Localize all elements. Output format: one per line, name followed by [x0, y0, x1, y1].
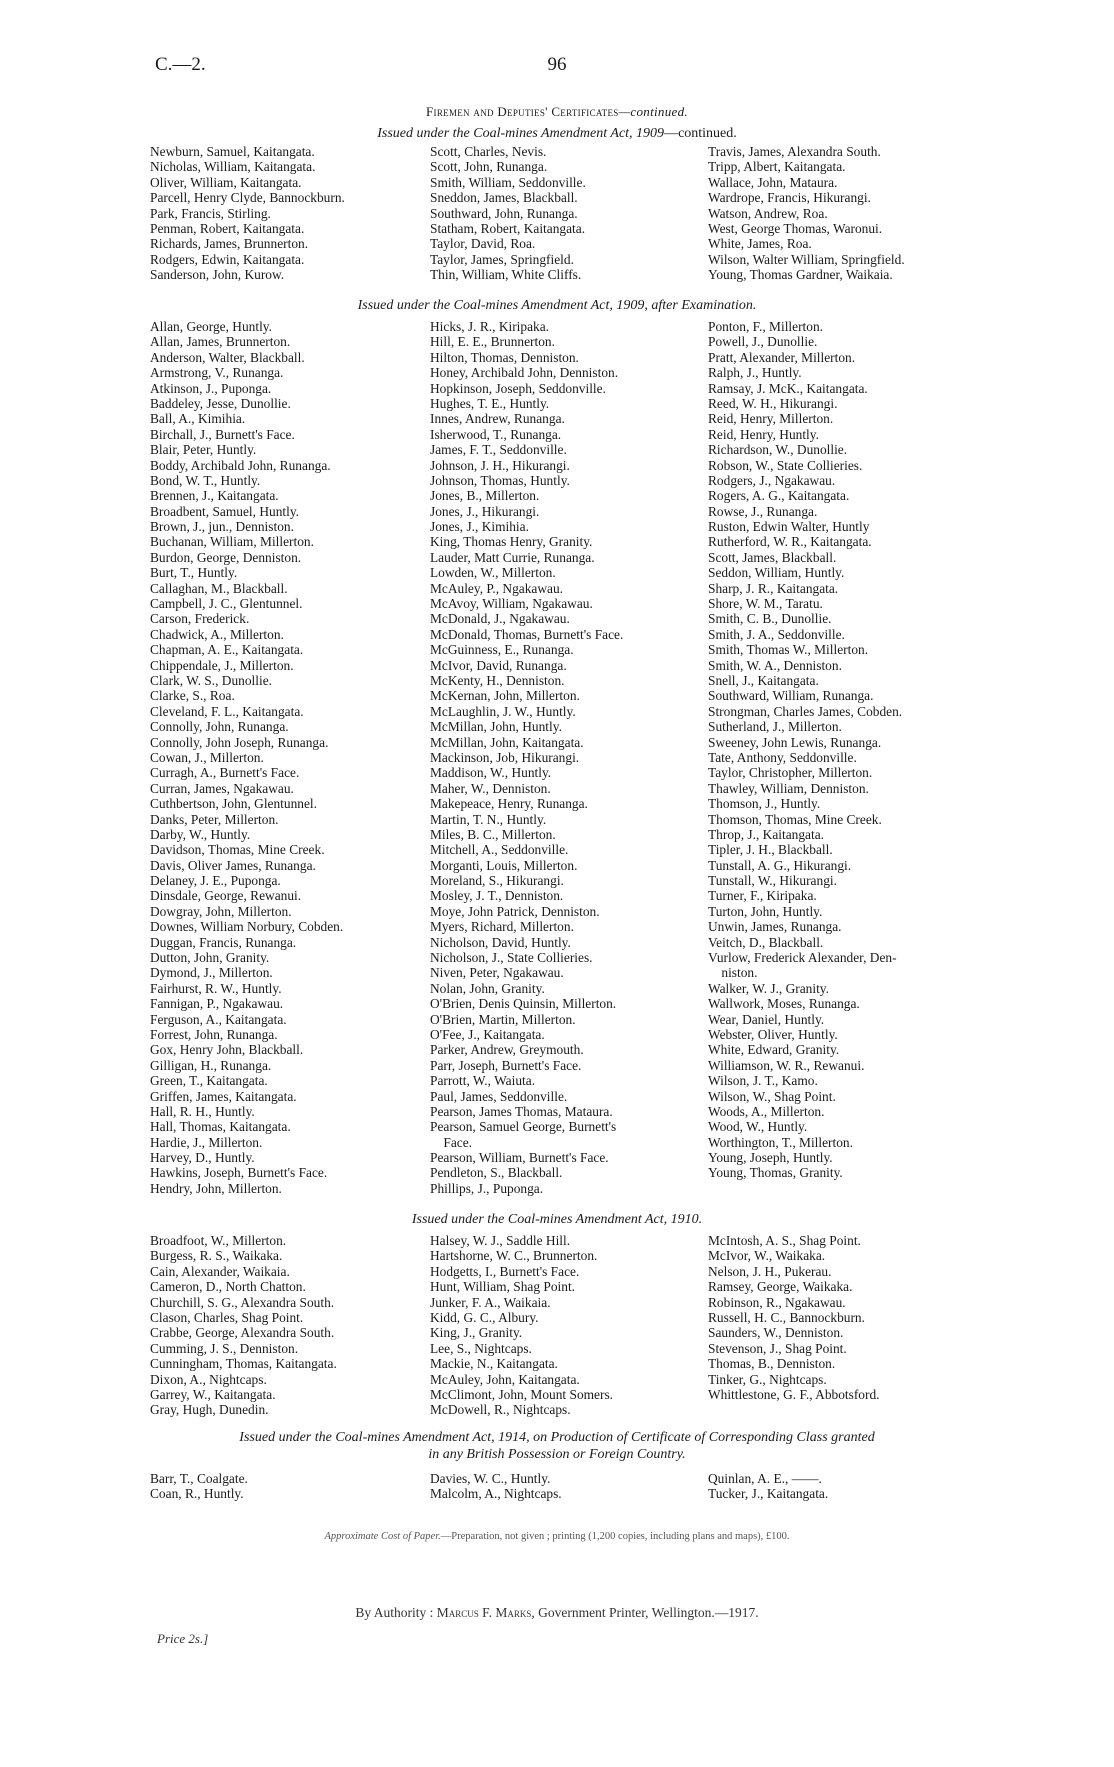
list-item: Anderson, Walter, Blackball.	[150, 349, 305, 365]
list-item: McMillan, John, Huntly.	[430, 719, 562, 735]
list-item: Ramsey, George, Waikaka.	[708, 1279, 853, 1295]
list-item: Clarke, S., Roa.	[150, 688, 235, 704]
printer-name: Marcus F. Marks	[436, 1605, 532, 1620]
list-item: Barr, T., Coalgate.	[150, 1471, 248, 1486]
list-item: Parrott, W., Waiuta.	[430, 1073, 536, 1089]
authority-suffix: , Government Printer, Wellington.—1917.	[531, 1605, 759, 1620]
list-item: Russell, H. C., Bannockburn.	[708, 1309, 865, 1325]
list-item: Burdon, George, Denniston.	[150, 549, 302, 565]
list-item: Walker, W. J., Granity.	[708, 980, 829, 996]
list-item: Reid, Henry, Huntly.	[708, 426, 819, 442]
list-item: McKenty, H., Denniston.	[430, 672, 565, 688]
list-item: Campbell, J. C., Glentunnel.	[150, 596, 303, 612]
list-item: Davies, W. C., Huntly.	[430, 1471, 551, 1486]
list-item: Maddison, W., Huntly.	[430, 765, 552, 781]
list-item: Jones, J., Hikurangi.	[430, 503, 540, 519]
list-item: Strongman, Charles James, Cobden.	[708, 703, 903, 719]
list-item: Parr, Joseph, Burnett's Face.	[430, 1057, 582, 1073]
list-item: Hilton, Thomas, Denniston.	[430, 349, 579, 365]
list-item: Ponton, F., Millerton.	[708, 319, 823, 334]
list-item: Turton, John, Huntly.	[708, 903, 823, 919]
list-item: Mosley, J. T., Denniston.	[430, 888, 564, 904]
list-item: McDonald, J., Ngakawau.	[430, 611, 570, 627]
list-item: Gray, Hugh, Dunedin.	[150, 1402, 269, 1418]
list-item: Pearson, James Thomas, Mataura.	[430, 1103, 613, 1119]
list-item: Pearson, Samuel George, Burnett's	[430, 1119, 617, 1135]
list-item: Thomson, J., Huntly.	[708, 796, 821, 812]
list-item: Bond, W. T., Huntly.	[150, 472, 261, 488]
list-item: McLaughlin, J. W., Huntly.	[430, 703, 576, 719]
list-item: Richards, James, Brunnerton.	[150, 236, 309, 252]
column-3	[708, 319, 902, 1181]
list-item: Davis, Oliver James, Runanga.	[150, 857, 316, 873]
list-item: Blair, Peter, Huntly.	[150, 442, 257, 458]
list-item: Broadbent, Samuel, Huntly.	[150, 503, 300, 519]
list-item: Miles, B. C., Millerton.	[430, 826, 556, 842]
list-item: Smith, C. B., Dunollie.	[708, 611, 832, 627]
list-item: Griffen, James, Kaitangata.	[150, 1088, 297, 1104]
list-item: Hawkins, Joseph, Burnett's Face.	[150, 1165, 328, 1181]
printer-imprint	[0, 1605, 1114, 1621]
list-item: Hill, E. E., Brunnerton.	[430, 334, 555, 350]
list-item: Hunt, William, Shag Point.	[430, 1279, 576, 1295]
list-item: Makepeace, Henry, Runanga.	[430, 796, 588, 812]
group-heading-text: Issued under the Coal-mines Amendment Act, 1909	[377, 126, 665, 141]
list-item: Cameron, D., North Chatton.	[150, 1279, 306, 1295]
list-item: McAvoy, William, Ngakawau.	[430, 596, 593, 612]
list-item: Jones, J., Kimihia.	[430, 519, 529, 535]
list-item: Parker, Andrew, Greymouth.	[430, 1042, 584, 1058]
list-item: Callaghan, M., Blackball.	[150, 580, 288, 596]
list-item: Cumming, J. S., Denniston.	[150, 1340, 299, 1356]
list-item: Chadwick, A., Millerton.	[150, 626, 284, 642]
list-item: Junker, F. A., Waikaia.	[430, 1294, 551, 1310]
authority-prefix: By Authority :	[355, 1605, 434, 1620]
list-item: Williamson, W. R., Rewanui.	[708, 1057, 865, 1073]
list-item: Delaney, J. E., Puponga.	[150, 873, 281, 889]
page-number: 96	[547, 54, 567, 75]
list-item: Vurlow, Frederick Alexander, Den-	[708, 950, 897, 966]
list-item: Danks, Peter, Millerton.	[150, 811, 279, 827]
section-title-suffix: —continued.	[618, 104, 688, 119]
list-item: Park, Francis, Stirling.	[150, 205, 271, 221]
column-2	[430, 144, 586, 283]
list-item: Veitch, D., Blackball.	[708, 934, 824, 950]
list-item: Armstrong, V., Runanga.	[150, 365, 284, 381]
list-item: Broadfoot, W., Millerton.	[150, 1233, 287, 1248]
list-item: Garrey, W., Kaitangata.	[150, 1386, 276, 1402]
list-item: Wear, Daniel, Huntly.	[708, 1011, 825, 1027]
cost-text: —Preparation, not given ; printing (1,200 copies, including plans and maps), £100.	[440, 1531, 790, 1542]
list-item: McAuley, P., Ngakawau.	[430, 580, 564, 596]
cost-note	[0, 1531, 1114, 1542]
list-item: Thawley, William, Denniston.	[708, 780, 869, 796]
list-item: O'Brien, Martin, Millerton.	[430, 1011, 576, 1027]
list-item: Phillips, J., Puponga.	[430, 1180, 544, 1196]
list-item: Ferguson, A., Kaitangata.	[150, 1011, 287, 1027]
group-heading-1909-examination	[130, 297, 984, 314]
column-1	[150, 144, 345, 283]
list-item: Rogers, A. G., Kaitangata.	[708, 488, 850, 504]
list-item: Wilson, Walter William, Springfield.	[708, 251, 905, 267]
list-item: Cleveland, F. L., Kaitangata.	[150, 703, 304, 719]
group-heading-line-2: in any British Possession or Foreign Country.	[428, 1447, 686, 1462]
list-item: Burgess, R. S., Waikaka.	[150, 1248, 283, 1264]
list-item: Robinson, R., Ngakawau.	[708, 1294, 846, 1310]
list-item: Fairhurst, R. W., Huntly.	[150, 980, 282, 996]
list-item: Lee, S., Nightcaps.	[430, 1340, 532, 1356]
list-item: Watson, Andrew, Roa.	[708, 205, 828, 221]
list-item: Mackie, N., Kaitangata.	[430, 1356, 558, 1372]
list-item: Taylor, Christopher, Millerton.	[708, 765, 873, 781]
list-item: White, Edward, Granity.	[708, 1042, 840, 1058]
list-item: Tunstall, A. G., Hikurangi.	[708, 857, 852, 873]
list-item: Hughes, T. E., Huntly.	[430, 395, 550, 411]
list-item: Coan, R., Huntly.	[150, 1486, 244, 1502]
list-item: Rodgers, Edwin, Kaitangata.	[150, 251, 305, 267]
list-item: King, J., Granity.	[430, 1325, 523, 1341]
list-item: Pearson, William, Burnett's Face.	[430, 1150, 609, 1166]
list-item: Johnson, J. H., Hikurangi.	[430, 457, 570, 473]
list-item: Dymond, J., Millerton.	[150, 965, 273, 981]
list-item: Dowgray, John, Millerton.	[150, 903, 292, 919]
list-item: Webster, Oliver, Huntly.	[708, 1026, 838, 1042]
list-item: McGuinness, E., Runanga.	[430, 642, 574, 658]
group-heading-text: Issued under the Coal-mines Amendment Act, 1909, after Examination.	[357, 298, 757, 313]
list-item: Davidson, Thomas, Mine Creek.	[150, 842, 325, 858]
list-item: McDonald, Thomas, Burnett's Face.	[430, 626, 624, 642]
list-item: Mackinson, Job, Hikurangi.	[430, 749, 580, 765]
list-item: Mitchell, A., Seddonville.	[430, 842, 569, 858]
list-item: Cowan, J., Millerton.	[150, 749, 264, 765]
list-item: Curragh, A., Burnett's Face.	[150, 765, 300, 781]
list-item: Dixon, A., Nightcaps.	[150, 1371, 267, 1387]
list-item: Throp, J., Kaitangata.	[708, 826, 825, 842]
list-item: Chippendale, J., Millerton.	[150, 657, 294, 673]
list-item: O'Fee, J., Kaitangata.	[430, 1026, 545, 1042]
list-item: O'Brien, Denis Quinsin, Millerton.	[430, 996, 617, 1012]
list-item: Wilson, J. T., Kamo.	[708, 1073, 818, 1089]
list-item: Young, Thomas Gardner, Waikaia.	[708, 267, 893, 283]
list-item: Whittlestone, G. F., Abbotsford.	[708, 1386, 880, 1402]
list-item: Tipler, J. H., Blackball.	[708, 842, 833, 858]
list-item: Curran, James, Ngakawau.	[150, 780, 294, 796]
list-item: Rutherford, W. R., Kaitangata.	[708, 534, 872, 550]
list-item: McClimont, John, Mount Somers.	[430, 1386, 614, 1402]
list-item: Sharp, J. R., Kaitangata.	[708, 580, 839, 596]
list-item: Jones, B., Millerton.	[430, 488, 540, 504]
list-item: McDowell, R., Nightcaps.	[430, 1402, 571, 1418]
list-item: Clason, Charles, Shag Point.	[150, 1309, 304, 1325]
list-item: Connolly, John Joseph, Runanga.	[150, 734, 329, 750]
list-item: Smith, Thomas W., Millerton.	[708, 642, 869, 658]
list-item: Ramsay, J. McK., Kaitangata.	[708, 380, 868, 396]
cost-label: Approximate Cost of Paper.	[324, 1531, 441, 1542]
list-item: Ruston, Edwin Walter, Huntly	[708, 519, 870, 535]
list-item: Kidd, G. C., Albury.	[430, 1309, 539, 1325]
list-item: Carson, Frederick.	[150, 611, 250, 627]
list-item: Lowden, W., Millerton.	[430, 565, 556, 581]
list-item: Atkinson, J., Puponga.	[150, 380, 272, 396]
column-1	[150, 1233, 337, 1418]
list-item: King, Thomas Henry, Granity.	[430, 534, 593, 550]
list-item: Pendleton, S., Blackball.	[430, 1165, 563, 1181]
list-item: Dutton, John, Granity.	[150, 950, 270, 966]
list-item: Smith, J. A., Seddonville.	[708, 626, 845, 642]
list-item: Darby, W., Huntly.	[150, 826, 251, 842]
list-item: Smith, W. A., Denniston.	[708, 657, 842, 673]
list-item: Isherwood, T., Runanga.	[430, 426, 562, 442]
section-title-text: Firemen and Deputies' Certificates	[426, 104, 619, 119]
list-item: Travis, James, Alexandra South.	[708, 144, 881, 159]
list-item: Shore, W. M., Taratu.	[708, 596, 823, 612]
list-item: Scott, James, Blackball.	[708, 549, 837, 565]
list-item: Thomson, Thomas, Mine Creek.	[708, 811, 882, 827]
list-item: McIvor, W., Waikaka.	[708, 1248, 826, 1264]
column-1	[150, 1471, 248, 1502]
list-item: Buchanan, William, Millerton.	[150, 534, 314, 550]
list-item: Sutherland, J., Millerton.	[708, 719, 842, 735]
column-3	[708, 1233, 880, 1402]
list-item: James, F. T., Seddonville.	[430, 442, 567, 458]
list-item: Innes, Andrew, Runanga.	[430, 411, 565, 427]
list-item: Hall, Thomas, Kaitangata.	[150, 1119, 291, 1135]
list-item: Morganti, Louis, Millerton.	[430, 857, 578, 873]
list-item: Pratt, Alexander, Millerton.	[708, 349, 856, 365]
list-item: McAuley, John, Kaitangata.	[430, 1371, 580, 1387]
list-item: Hodgetts, I., Burnett's Face.	[430, 1263, 580, 1279]
list-item: Connolly, John, Runanga.	[150, 719, 289, 735]
price: Price 2s.]	[157, 1631, 209, 1646]
list-item: Newburn, Samuel, Kaitangata.	[150, 144, 315, 159]
list-item: Sweeney, John Lewis, Runanga.	[708, 734, 882, 750]
list-item: Taylor, David, Roa.	[430, 236, 536, 252]
list-item: McIvor, David, Runanga.	[430, 657, 567, 673]
list-item: Duggan, Francis, Runanga.	[150, 934, 297, 950]
group-heading-text: Issued under the Coal-mines Amendment Act, 1910.	[411, 1212, 703, 1227]
list-item: Taylor, James, Springfield.	[430, 251, 574, 267]
list-item: Forrest, John, Runanga.	[150, 1026, 278, 1042]
list-item: Wallace, John, Mataura.	[708, 174, 838, 190]
list-item: Ball, A., Kimihia.	[150, 411, 246, 427]
group-heading-suffix: —continued.	[664, 126, 737, 141]
list-item: Hopkinson, Joseph, Seddonville.	[430, 380, 606, 396]
list-item: Cain, Alexander, Waikaia.	[150, 1263, 290, 1279]
list-item: Unwin, James, Runanga.	[708, 919, 842, 935]
list-item: Statham, Robert, Kaitangata.	[430, 220, 586, 236]
list-item: Paul, James, Seddonville.	[430, 1088, 568, 1104]
list-item: Birchall, J., Burnett's Face.	[150, 426, 295, 442]
list-item: Young, Thomas, Granity.	[708, 1165, 843, 1181]
list-item: Brennen, J., Kaitangata.	[150, 488, 279, 504]
list-item: Thin, William, White Cliffs.	[430, 267, 582, 283]
list-item: Boddy, Archibald John, Runanga.	[150, 457, 331, 473]
group-heading-1909	[130, 125, 984, 142]
list-item: Sanderson, John, Kurow.	[150, 267, 285, 283]
list-item: Martin, T. N., Huntly.	[430, 811, 547, 827]
list-item: Southward, William, Runanga.	[708, 688, 874, 704]
list-item: Worthington, T., Millerton.	[708, 1134, 853, 1150]
list-item: Lauder, Matt Currie, Runanga.	[430, 549, 595, 565]
list-item: Halsey, W. J., Saddle Hill.	[430, 1233, 571, 1248]
list-item: Face.	[430, 1134, 473, 1150]
list-item: Crabbe, George, Alexandra South.	[150, 1325, 335, 1341]
list-item: Reed, W. H., Hikurangi.	[708, 395, 838, 411]
list-item: Downes, William Norbury, Cobden.	[150, 919, 344, 935]
list-item: Nicholson, David, Huntly.	[430, 934, 571, 950]
list-item: Smith, William, Seddonville.	[430, 174, 586, 190]
list-item: Myers, Richard, Millerton.	[430, 919, 574, 935]
list-item: Woods, A., Millerton.	[708, 1103, 825, 1119]
list-item: Tunstall, W., Hikurangi.	[708, 873, 837, 889]
list-item: Young, Joseph, Huntly.	[708, 1150, 833, 1166]
list-item: Saunders, W., Denniston.	[708, 1325, 844, 1341]
column-2	[430, 1233, 613, 1418]
list-item: Hall, R. H., Huntly.	[150, 1103, 255, 1119]
list-item: Baddeley, Jesse, Dunollie.	[150, 395, 291, 411]
list-item: Ralph, J., Huntly.	[708, 365, 802, 381]
list-item: Tripp, Albert, Kaitangata.	[708, 159, 846, 175]
list-item: Green, T., Kaitangata.	[150, 1073, 268, 1089]
list-item: Nelson, J. H., Pukerau.	[708, 1263, 832, 1279]
list-item: McKernan, John, Millerton.	[430, 688, 580, 704]
list-item: Brown, J., jun., Denniston.	[150, 519, 294, 535]
list-item: Fannigan, P., Ngakawau.	[150, 996, 284, 1012]
list-item: Reid, Henry, Millerton.	[708, 411, 834, 427]
list-item: Sneddon, James, Blackball.	[430, 190, 578, 206]
list-item: Snell, J., Kaitangata.	[708, 672, 819, 688]
list-item: Hicks, J. R., Kiripaka.	[430, 319, 550, 334]
list-item: Powell, J., Dunollie.	[708, 334, 818, 350]
list-item: Gilligan, H., Runanga.	[150, 1057, 272, 1073]
group-heading-1910	[130, 1211, 984, 1228]
list-item: Wood, W., Huntly.	[708, 1119, 808, 1135]
list-item: Stevenson, J., Shag Point.	[708, 1340, 847, 1356]
column-2	[430, 319, 623, 1196]
list-item: Wallwork, Moses, Runanga.	[708, 996, 860, 1012]
list-item: niston.	[708, 965, 758, 981]
list-item: Seddon, William, Huntly.	[708, 565, 845, 581]
list-item: Burt, T., Huntly.	[150, 565, 238, 581]
list-item: Cuthbertson, John, Glentunnel.	[150, 796, 317, 812]
list-item: Oliver, William, Kaitangata.	[150, 174, 302, 190]
list-item: Moye, John Patrick, Denniston.	[430, 903, 600, 919]
list-item: Tinker, G., Nightcaps.	[708, 1371, 827, 1387]
column-1	[150, 319, 343, 1196]
list-item: Turner, F., Kiripaka.	[708, 888, 817, 904]
section-title	[0, 104, 1114, 120]
list-item: Wardrope, Francis, Hikurangi.	[708, 190, 871, 206]
list-item: Churchill, S. G., Alexandra South.	[150, 1294, 335, 1310]
column-2	[430, 1471, 562, 1502]
list-item: Robson, W., State Collieries.	[708, 457, 863, 473]
column-3	[708, 144, 905, 283]
column-3	[708, 1471, 828, 1502]
list-item: Wilson, W., Shag Point.	[708, 1088, 836, 1104]
group-heading-1914	[130, 1429, 984, 1463]
list-item: Allan, James, Brunnerton.	[150, 334, 291, 350]
list-item: West, George Thomas, Waronui.	[708, 220, 883, 236]
list-item: Penman, Robert, Kaitangata.	[150, 220, 305, 236]
list-item: Honey, Archibald John, Denniston.	[430, 365, 619, 381]
list-item: Dinsdale, George, Rewanui.	[150, 888, 302, 904]
list-item: Richardson, W., Dunollie.	[708, 442, 848, 458]
list-item: Rodgers, J., Ngakawau.	[708, 472, 836, 488]
list-item: Nicholas, William, Kaitangata.	[150, 159, 316, 175]
list-item: Nicholson, J., State Collieries.	[430, 950, 593, 966]
group-heading-line-1: Issued under the Coal-mines Amendment Act, 1914, on Production of Certificate of Corresponding Class granted	[239, 1430, 875, 1445]
list-item: Johnson, Thomas, Huntly.	[430, 472, 570, 488]
list-item: Maher, W., Denniston.	[430, 780, 551, 796]
list-item: Chapman, A. E., Kaitangata.	[150, 642, 304, 658]
list-item: Clark, W. S., Dunollie.	[150, 672, 273, 688]
list-item: Cunningham, Thomas, Kaitangata.	[150, 1356, 337, 1372]
list-item: White, James, Roa.	[708, 236, 812, 252]
list-item: Quinlan, A. E., ——.	[708, 1471, 822, 1486]
list-item: Southward, John, Runanga.	[430, 205, 578, 221]
list-item: Moreland, S., Hikurangi.	[430, 873, 564, 889]
list-item: Scott, Charles, Nevis.	[430, 144, 547, 159]
list-item: Nolan, John, Granity.	[430, 980, 545, 996]
list-item: Gox, Henry John, Blackball.	[150, 1042, 304, 1058]
list-item: Allan, George, Huntly.	[150, 319, 272, 334]
list-item: Malcolm, A., Nightcaps.	[430, 1486, 562, 1502]
list-item: Hartshorne, W. C., Brunnerton.	[430, 1248, 598, 1264]
page-reference: C.—2.	[155, 54, 206, 75]
list-item: Hardie, J., Millerton.	[150, 1134, 263, 1150]
list-item: Hendry, John, Millerton.	[150, 1180, 282, 1196]
list-item: Niven, Peter, Ngakawau.	[430, 965, 564, 981]
list-item: Harvey, D., Huntly.	[150, 1150, 255, 1166]
list-item: Thomas, B., Denniston.	[708, 1356, 836, 1372]
list-item: Scott, John, Runanga.	[430, 159, 548, 175]
list-item: Parcell, Henry Clyde, Bannockburn.	[150, 190, 345, 206]
list-item: McMillan, John, Kaitangata.	[430, 734, 584, 750]
list-item: Rowse, J., Runanga.	[708, 503, 818, 519]
list-item: McIntosh, A. S., Shag Point.	[708, 1233, 861, 1248]
list-item: Tate, Anthony, Seddonville.	[708, 749, 857, 765]
list-item: Tucker, J., Kaitangata.	[708, 1486, 829, 1502]
